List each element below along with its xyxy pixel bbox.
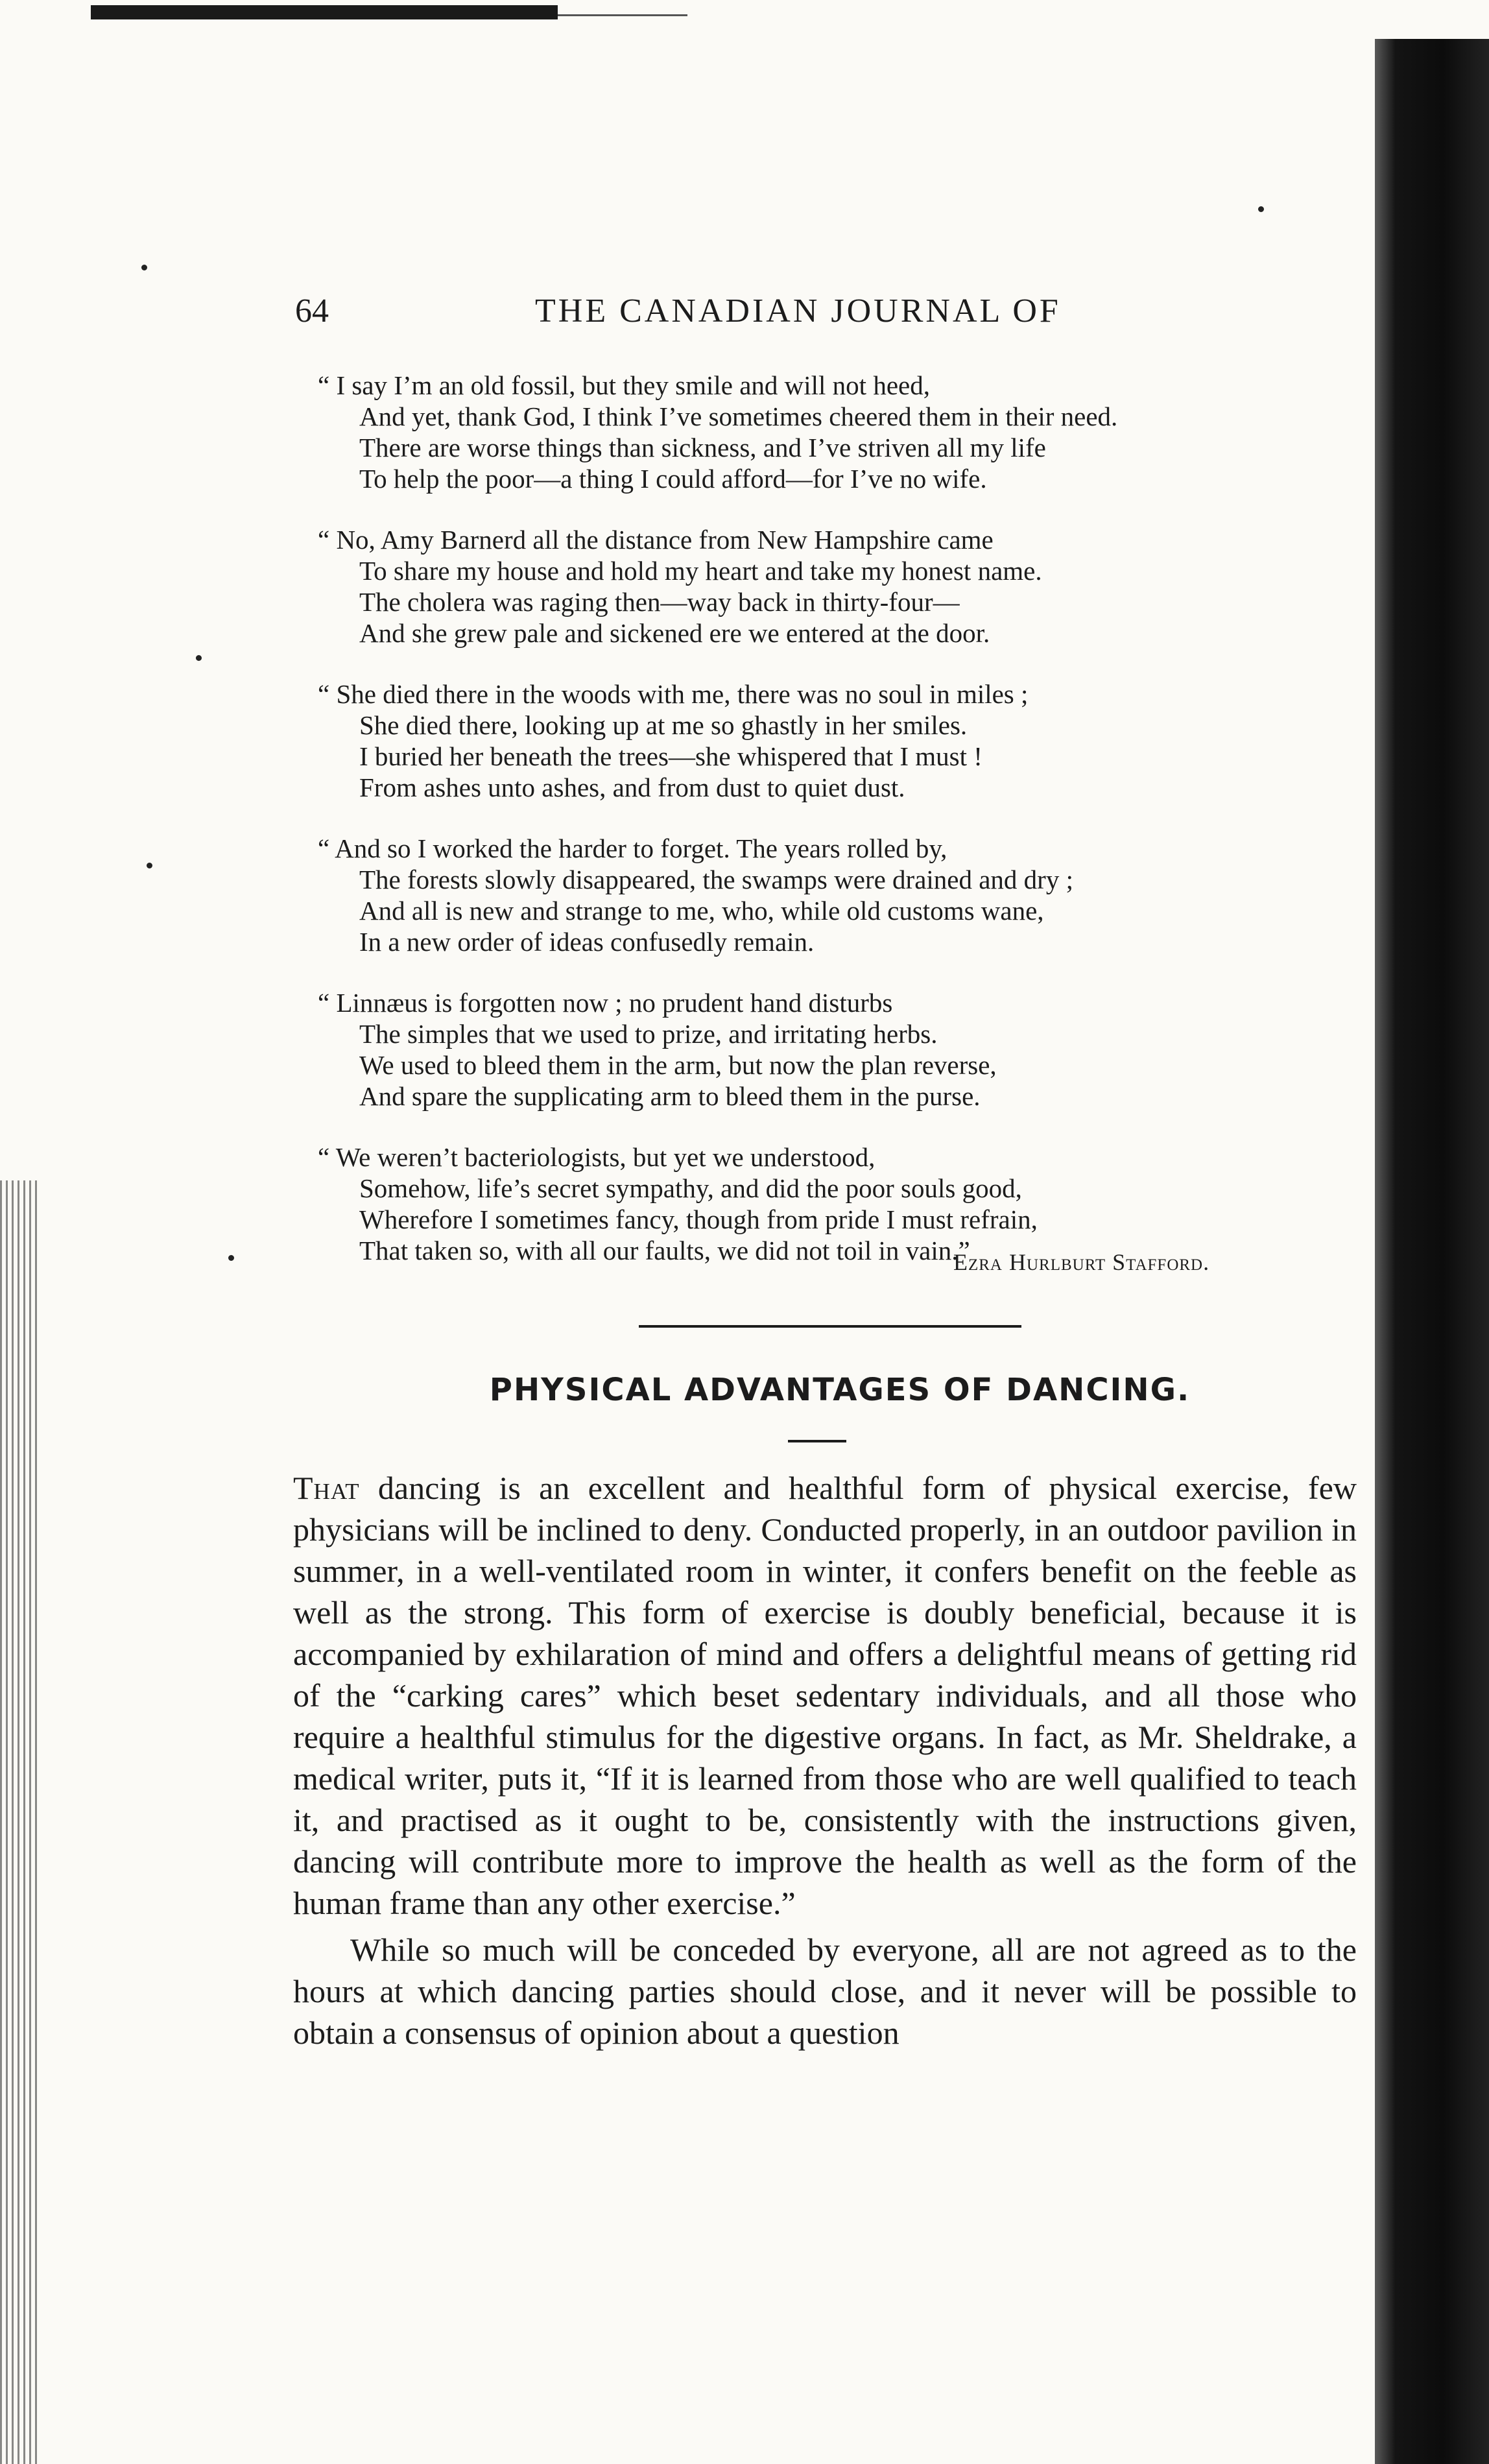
- running-head: [295, 292, 1359, 337]
- scan-top-rule: [91, 5, 558, 19]
- poem-stanza: [318, 833, 1368, 957]
- lead-word: That: [293, 1470, 360, 1506]
- poem-line: From ashes unto ashes, and from dust to quiet dust.: [359, 772, 905, 802]
- page-number: 64: [295, 293, 329, 329]
- poem-line: “ I say I’m an old fossil, but they smile and will not heed,: [318, 370, 930, 400]
- poem-line: That taken so, with all our faults, we did not toil in vain.”: [359, 1236, 970, 1265]
- poem-line: The forests slowly disappeared, the swamps were drained and dry ;: [359, 865, 1073, 894]
- poem-line: To share my house and hold my heart and take my honest name.: [359, 556, 1042, 586]
- scan-speck: [147, 863, 152, 868]
- poem-line: “ We weren’t bacteriologists, but yet we understood,: [318, 1142, 876, 1172]
- journal-title: THE CANADIAN JOURNAL OF: [535, 293, 1061, 329]
- poem-line: “ And so I worked the harder to forget. The years rolled by,: [318, 833, 947, 863]
- article-paragraph: [293, 1467, 1357, 1924]
- poem-line: I buried her beneath the trees—she whispered that I must !: [359, 741, 983, 771]
- poem-stanza: [318, 678, 1368, 803]
- poem-line: In a new order of ideas confusedly remain.: [359, 927, 815, 957]
- poem-line: We used to bleed them in the arm, but now the plan reverse,: [359, 1050, 997, 1080]
- poem-stanza: [318, 524, 1368, 649]
- poem-line: Somehow, life’s secret sympathy, and did the poor souls good,: [359, 1173, 1022, 1203]
- article-body: [293, 1467, 1357, 2059]
- scan-left-edge-noise: [0, 1180, 39, 2464]
- poem-line: “ Linnæus is forgotten now ; no prudent hand disturbs: [318, 988, 893, 1018]
- scan-speck: [141, 265, 147, 270]
- title-underline: [788, 1440, 846, 1442]
- scan-speck: [228, 1255, 234, 1261]
- scan-speck: [1258, 206, 1264, 212]
- poem: [318, 370, 1368, 1296]
- scan-top-rule-tail: [558, 14, 687, 16]
- poem-line: Wherefore I sometimes fancy, though from pride I must refrain,: [359, 1204, 1038, 1234]
- poem-line: The simples that we used to prize, and irritating herbs.: [359, 1019, 938, 1049]
- scan-binding-shadow: [1375, 39, 1489, 2464]
- poem-line: And all is new and strange to me, who, while old customs wane,: [359, 896, 1044, 926]
- poem-line: And spare the supplicating arm to bleed them in the purse.: [359, 1081, 981, 1111]
- article-title: PHYSICAL ADVANTAGES OF DANCING.: [489, 1372, 1191, 1408]
- poem-stanza: [318, 987, 1368, 1112]
- poem-author-signature: Ezra Hurlburt Stafford.: [953, 1249, 1210, 1275]
- scan-speck: [196, 655, 202, 661]
- section-divider: [639, 1325, 1021, 1328]
- poem-line: And she grew pale and sickened ere we entered at the door.: [359, 618, 990, 648]
- article-paragraph: While so much will be conceded by everyone, all are not agreed as to the hours at which dancing parties should close, and it never will be possible to obtain a consensus of opinion about a question: [293, 1932, 1357, 2051]
- poem-stanza: [318, 1142, 1368, 1266]
- poem-line: She died there, looking up at me so ghastly in her smiles.: [359, 710, 968, 740]
- poem-line: And yet, thank God, I think I’ve sometimes cheered them in their need.: [359, 401, 1118, 431]
- poem-line: “ She died there in the woods with me, there was no soul in miles ;: [318, 679, 1029, 709]
- poem-line: To help the poor—a thing I could afford—for I’ve no wife.: [359, 464, 987, 494]
- poem-line: The cholera was raging then—way back in thirty-four—: [359, 587, 960, 617]
- paragraph-text: dancing is an excellent and healthful form of physical exercise, few physicians will be inclined to deny. Conducted properly, in an outdoor pavilion in summer, in a well-ventilated room in winter, it confers benefit on the feeble as well as the strong. This form of exercise is doubly beneficial, because it is accompanied by exhilaration of mind and offers a delightful means of getting rid of the “carking cares” which beset sedentary individuals, and all those who require a healthful stimulus for the digestive organs. In fact, as Mr. Sheldrake, a medical writer, puts it, “If it is learned from those who are well qualified to teach it, and practised as it ought to be, consistently with the instructions given, dancing will contribute more to improve the health as well as the form of the human frame than any other exercise.”: [293, 1470, 1357, 1921]
- poem-stanza: [318, 370, 1368, 494]
- poem-line: There are worse things than sickness, and I’ve striven all my life: [359, 433, 1046, 462]
- poem-line: “ No, Amy Barnerd all the distance from New Hampshire came: [318, 525, 994, 555]
